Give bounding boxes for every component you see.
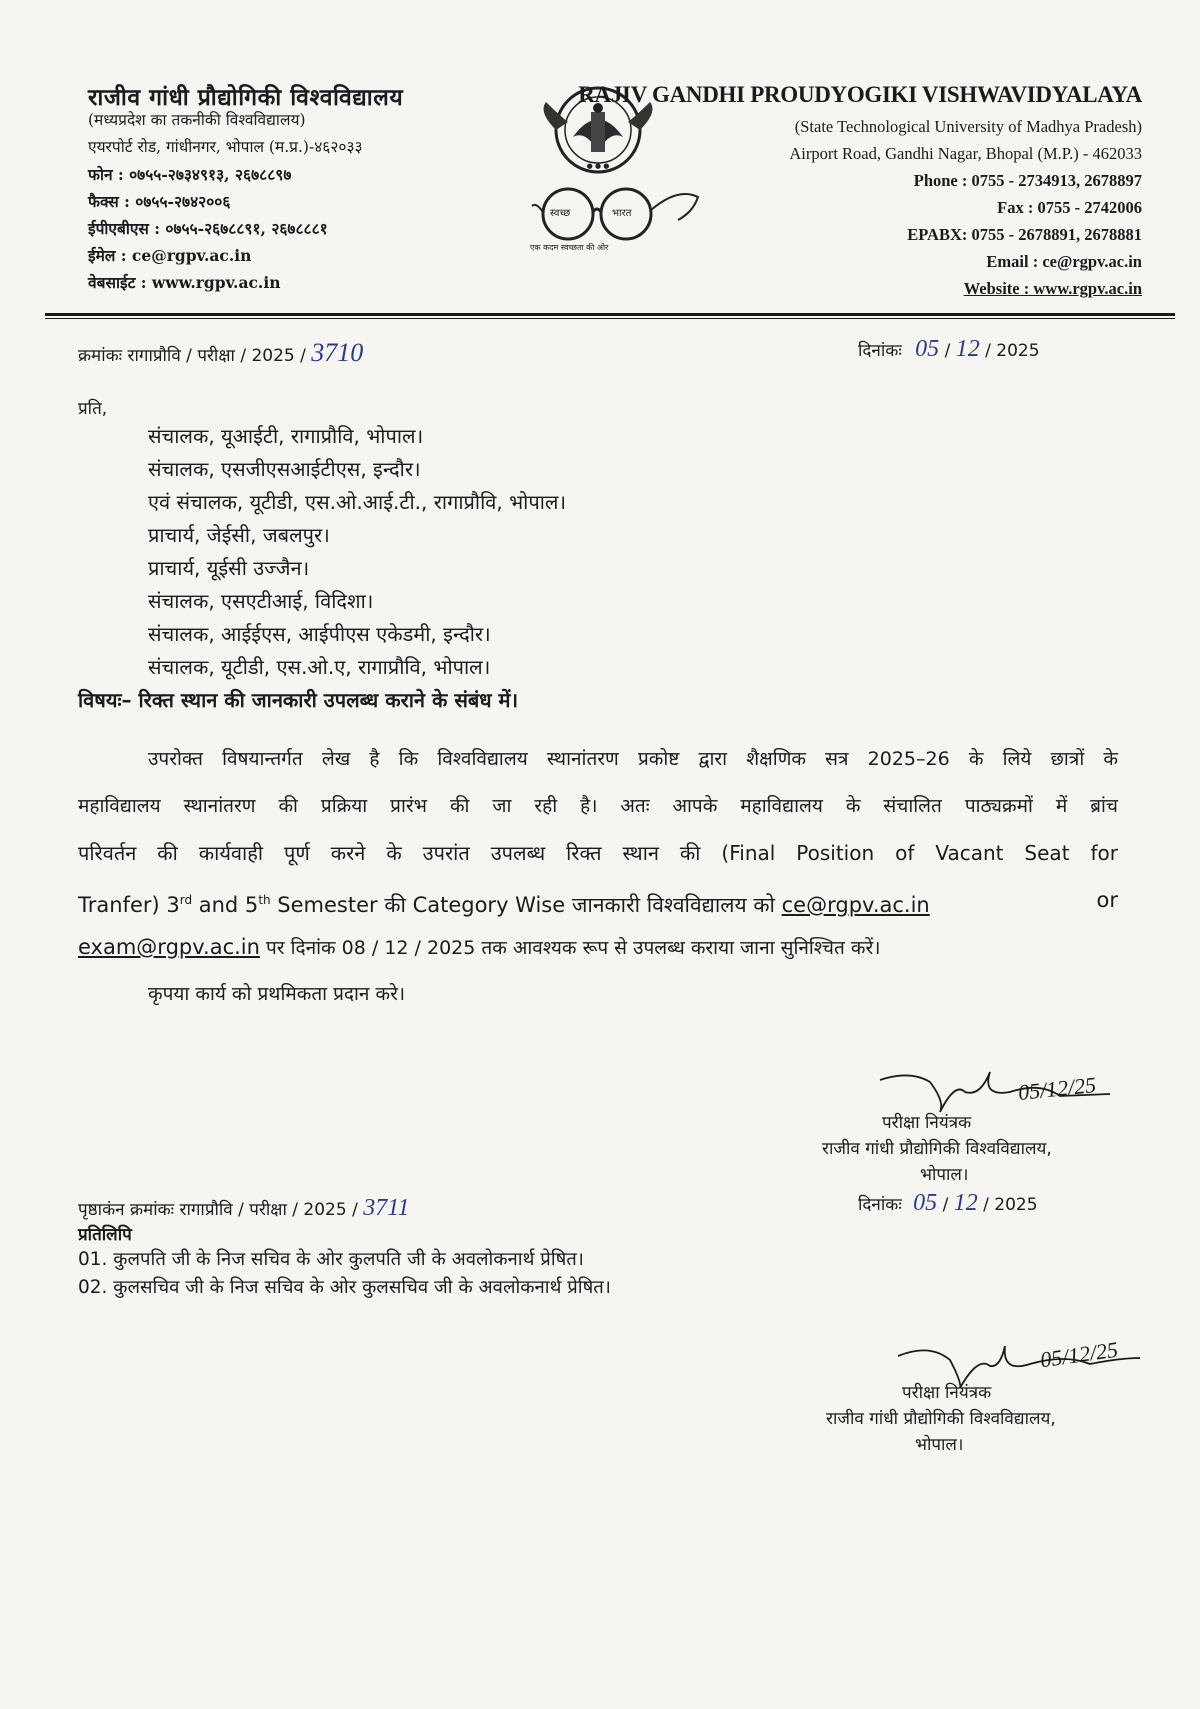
body-line: परिवर्तन की कार्यवाही पूर्ण करने के उपरांत उपलब्ध रिक्त स्थान की (Final Position of Vacant Seat for (78, 841, 1118, 865)
signature-2-designation: परीक्षा नियंत्रक (902, 1383, 992, 1403)
ce-email-link[interactable]: ce@rgpv.ac.in (781, 893, 930, 917)
hindi-line: (मध्यप्रदेश का तकनीकी विश्वविद्यालय) (88, 111, 306, 129)
date-year: / 2025 (983, 1195, 1038, 1215)
recipient-item: संचालक, यूटीडी, एस.ओ.ए, रागाप्रौवि, भोपाल। (148, 655, 491, 679)
date-label: दिनांकः (858, 1195, 902, 1215)
swachh-right-text: भारत (612, 208, 632, 219)
english-line: Airport Road, Gandhi Nagar, Bhopal (M.P.) - 462033 (789, 144, 1142, 163)
english-line: Phone : 0755 - 2734913, 2678897 (913, 171, 1142, 190)
text-c: Semester की Category Wise जानकारी विश्वविद्यालय को (270, 893, 782, 917)
hindi-address-block (88, 107, 363, 296)
signature-1-date: दिनांकः 05 / 12 / 2025 (858, 1190, 1038, 1216)
header-divider (45, 313, 1175, 316)
hindi-line: फोन : ०७५५-२७३४९१३, २६७८८९७ (88, 165, 292, 184)
swachh-left-text: स्वच्छ (550, 208, 571, 219)
signature-1-city: भोपाल। (920, 1165, 969, 1185)
signature-date-handwritten: 05/12/25 (1016, 1071, 1098, 1106)
date-month-handwritten: 12 (955, 336, 980, 362)
english-line: Email : ce@rgpv.ac.in (986, 252, 1142, 271)
recipient-item: संचालक, यूआईटी, रागाप्रौवि, भोपाल। (148, 424, 424, 448)
closing-line: कृपया कार्य को प्रथमिकता प्रदान करे। (148, 983, 406, 1005)
endorsement-label: पृष्ठाकंन क्रमांकः रागाप्रौवि / परीक्षा / 2025 / (78, 1200, 358, 1220)
reference-handwritten-number: 3710 (311, 338, 364, 367)
english-line: Fax : 0755 - 2742006 (997, 198, 1142, 217)
or-text: or (1096, 888, 1118, 912)
date-day-handwritten: 05 (915, 336, 940, 362)
hindi-line: वेबसाईट : www.rgpv.ac.in (88, 273, 281, 292)
copy-item: 02. कुलसचिव जी के निज सचिव के ओर कुलसचिव जी के अवलोकनार्थ प्रेषित। (78, 1277, 611, 1298)
body-fragment (78, 877, 930, 924)
english-line: (State Technological University of Madhya Pradesh) (794, 117, 1142, 136)
superscript: rd (179, 893, 193, 907)
endorsement-number (78, 1195, 409, 1222)
body-line (78, 877, 1118, 924)
english-university-name: RAJIV GANDHI PROUDYOGIKI VISHWAVIDYALAYA (578, 82, 1142, 107)
date-year: / 2025 (985, 341, 1040, 361)
hindi-line: ईपीएबीएस : ०७५५-२६७८८९१, २६७८८८१ (88, 219, 328, 238)
signature-2-city: भोपाल। (915, 1435, 964, 1455)
prati-label: प्रति, (78, 399, 108, 419)
body-line: महाविद्यालय स्थानांतरण की प्रक्रिया प्रारंभ की जा रही है। अतः आपके महाविद्यालय के संचालित पाठ्यक्रमों में ब्रांच (78, 795, 1118, 817)
signature-1-org: राजीव गांधी प्रौद्योगिकी विश्वविद्यालय, (822, 1139, 1052, 1159)
recipient-item: संचालक, एसजीएसआईटीएस, इन्दौर। (148, 457, 421, 481)
english-address-block (662, 113, 1142, 302)
body-line: उपरोक्त विषयान्तर्गत लेख है कि विश्वविद्यालय स्थानांतरण प्रकोष्ट द्वारा शैक्षणिक सत्र 2025–26 के लिये छात्रों के (148, 748, 1118, 770)
date-month-handwritten: 12 (953, 1190, 978, 1216)
recipient-item: प्राचार्य, जेईसी, जबलपुर। (148, 523, 330, 547)
svg-text:● ● ●: ● ● ● (586, 162, 610, 170)
english-line: Website : www.rgpv.ac.in (963, 279, 1142, 298)
header-divider-thin (45, 318, 1175, 319)
hindi-university-name: राजीव गांधी प्रौद्योगिकी विश्वविद्यालय (88, 84, 404, 111)
endorsement-handwritten-number: 3711 (363, 1195, 410, 1221)
english-line: EPABX: 0755 - 2678891, 2678881 (907, 225, 1142, 244)
date-day-handwritten: 05 (913, 1190, 938, 1216)
hindi-line: ईमेल : ce@rgpv.ac.in (88, 246, 252, 265)
recipient-item: प्राचार्य, यूईसी उज्जैन। (148, 556, 310, 580)
signature-2-org: राजीव गांधी प्रौद्योगिकी विश्वविद्यालय, (826, 1409, 1056, 1429)
recipient-item: संचालक, एसएटीआई, विदिशा। (148, 589, 374, 613)
reference-label: क्रमांकः रागाप्रौवि / परीक्षा / 2025 / (78, 346, 306, 366)
body-fragment: पर दिनांक 08 / 12 / 2025 तक आवश्यक रूप से उपलब्ध कराया जाना सुनिश्चित करें। (259, 937, 881, 959)
recipient-item: एवं संचालक, यूटीडी, एस.ओ.आई.टी., रागाप्रौवि, भोपाल। (148, 490, 567, 514)
recipient-item: संचालक, आईईएस, आईपीएस एकेडमी, इन्दौर। (148, 622, 491, 646)
letter-body (78, 736, 1118, 1018)
signature-date-handwritten: 05/12/25 (1038, 1336, 1120, 1373)
date-label: दिनांकः (858, 341, 902, 361)
copy-heading: प्रतिलिपि (78, 1225, 132, 1245)
body-line (78, 924, 1118, 971)
text-b: and 5 (192, 893, 259, 917)
signature-1-designation: परीक्षा नियंत्रक (882, 1113, 972, 1133)
recipient-list (148, 420, 566, 684)
reference-date: दिनांकः 05 / 12 / 2025 (858, 336, 1040, 362)
hindi-line: एयरपोर्ट रोड, गांधीनगर, भोपाल (म.प्र.)-४६२०३३ (88, 138, 363, 156)
subject-line: विषयः– रिक्त स्थान की जानकारी उपलब्ध कराने के संबंध में। (78, 688, 519, 712)
exam-email-link[interactable]: exam@rgpv.ac.in (78, 935, 260, 959)
copy-item: 01. कुलपति जी के निज सचिव के ओर कुलपति जी के अवलोकनार्थ प्रेषित। (78, 1249, 584, 1270)
reference-number (78, 338, 363, 368)
superscript: th (258, 893, 271, 907)
swachh-tagline: एक कदम स्वच्छता की ओर (530, 243, 609, 252)
copy-list (78, 1246, 611, 1302)
text-a: Tranfer) 3 (78, 893, 180, 917)
hindi-line: फैक्स : ०७५५-२७४२००६ (88, 192, 231, 211)
